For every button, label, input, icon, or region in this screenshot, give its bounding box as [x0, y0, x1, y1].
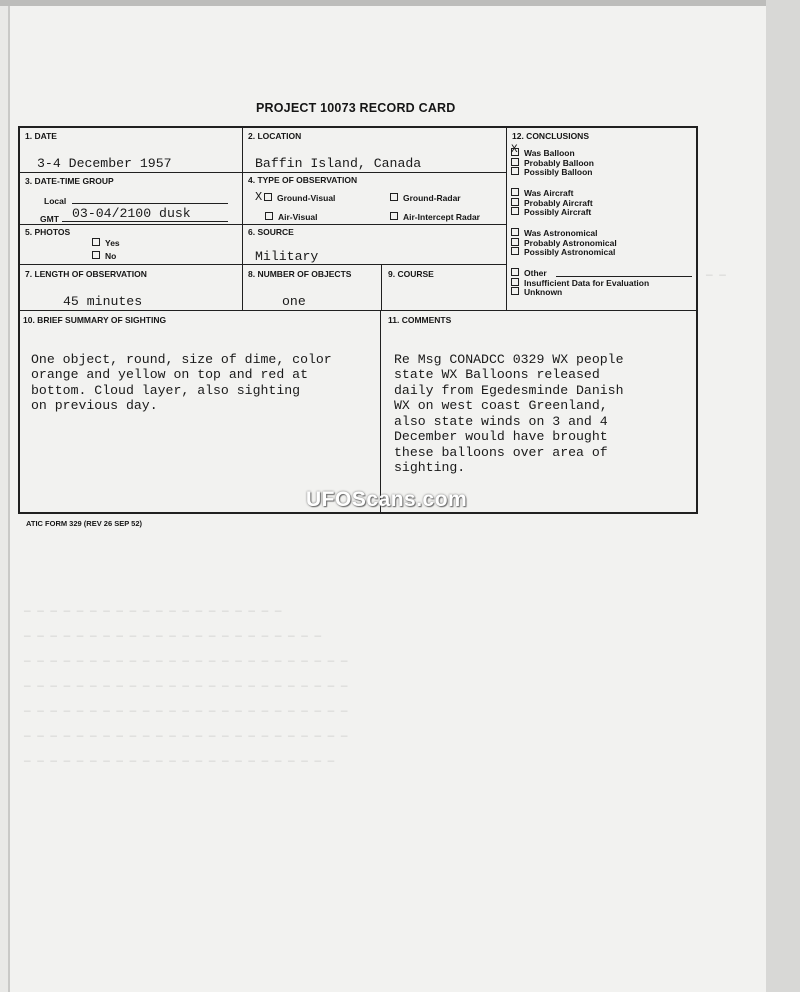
divider	[19, 224, 506, 225]
source-value: Military	[255, 249, 319, 264]
type-of-observation-label: 4. TYPE OF OBSERVATION	[248, 175, 358, 185]
option-air-intercept-radar[interactable]: Air-Intercept Radar	[390, 212, 480, 222]
conclusion-item[interactable]: Unknown	[511, 287, 649, 297]
checkbox-icon	[390, 193, 398, 201]
divider	[19, 310, 697, 311]
checkbox-icon	[511, 167, 519, 175]
form-id: ATIC FORM 329 (REV 26 SEP 52)	[26, 519, 143, 528]
conclusion-item[interactable]: Was Aircraft	[511, 188, 593, 198]
checkbox-icon	[264, 193, 272, 201]
conclusions-group-balloon	[511, 148, 594, 177]
date-value: 3-4 December 1957	[37, 156, 172, 171]
source-label: 6. SOURCE	[248, 227, 294, 237]
checkbox-icon	[511, 287, 519, 295]
conclusion-item[interactable]: Other	[511, 268, 649, 278]
checkbox-icon	[390, 212, 398, 220]
page-title: PROJECT 10073 RECORD CARD	[256, 101, 456, 115]
divider	[19, 172, 506, 173]
conclusions-group-other	[511, 268, 649, 297]
scan-right-edge	[766, 0, 800, 992]
conclusion-item[interactable]: Probably Aircraft	[511, 198, 593, 208]
checkbox-icon	[511, 228, 519, 236]
divider	[242, 127, 243, 310]
conclusion-item[interactable]: Probably Balloon	[511, 158, 594, 168]
option-ground-visual[interactable]: Ground-Visual	[264, 193, 335, 203]
conclusions-group-astronomical	[511, 228, 617, 257]
checkbox-icon	[511, 207, 519, 215]
conclusion-item[interactable]: Was Astronomical	[511, 228, 617, 238]
length-of-observation-value: 45 minutes	[63, 294, 143, 309]
checkbox-icon	[511, 268, 519, 276]
number-of-objects-value: one	[282, 294, 306, 309]
gmt-value: 03-04/2100 dusk	[72, 206, 191, 221]
comments-label: 11. COMMENTS	[388, 315, 452, 325]
conclusions-group-aircraft	[511, 188, 593, 217]
checkbox-icon	[511, 247, 519, 255]
divider	[19, 264, 506, 265]
photos-yes[interactable]: Yes	[92, 238, 120, 248]
course-label: 9. COURSE	[388, 269, 434, 279]
divider	[380, 310, 381, 513]
divider	[506, 127, 507, 310]
location-value: Baffin Island, Canada	[255, 156, 422, 171]
conclusions-label: 12. CONCLUSIONS	[512, 131, 589, 141]
gmt-label: GMT	[40, 214, 59, 224]
length-of-observation-label: 7. LENGTH OF OBSERVATION	[25, 269, 147, 279]
conclusion-item[interactable]: Insufficient Data for Evaluation	[511, 278, 649, 288]
checkbox-icon	[511, 278, 519, 286]
checkbox-icon	[511, 158, 519, 166]
local-label: Local	[44, 196, 67, 206]
brief-summary-label: 10. BRIEF SUMMARY OF SIGHTING	[23, 315, 167, 325]
divider	[381, 264, 382, 310]
option-air-visual[interactable]: Air-Visual	[265, 212, 318, 222]
other-line	[556, 276, 692, 277]
checkbox-icon	[511, 238, 519, 246]
checkbox-icon	[92, 251, 100, 259]
location-label: 2. LOCATION	[248, 131, 302, 141]
date-label: 1. DATE	[25, 131, 57, 141]
ground-visual-mark: X	[255, 190, 263, 204]
conclusion-check-mark: X	[511, 144, 518, 156]
conclusion-item[interactable]: Was Balloon	[511, 148, 594, 158]
number-of-objects-label: 8. NUMBER OF OBJECTS	[248, 269, 352, 279]
checkbox-icon	[511, 198, 519, 206]
brief-summary-text: One object, round, size of dime, color orange and yellow on top and red at bottom. Cloud layer, also sighting on previous day.	[31, 351, 332, 413]
conclusion-item[interactable]: Possibly Aircraft	[511, 207, 593, 217]
comments-text: Re Msg CONADCC 0329 WX people state WX Balloons released daily from Egedesminde Danish WX on west coast Greenland, also state winds on 3 and 4 December would have brought these balloons over area of sighting.	[394, 351, 624, 475]
watermark: UFOScans.com	[306, 488, 468, 511]
local-line	[72, 203, 228, 204]
date-time-group-label: 3. DATE-TIME GROUP	[25, 176, 114, 186]
checkbox-icon	[92, 238, 100, 246]
option-ground-radar[interactable]: Ground-Radar	[390, 193, 461, 203]
gmt-line	[62, 221, 228, 222]
checkbox-icon	[511, 148, 519, 156]
conclusion-item[interactable]: Possibly Balloon	[511, 167, 594, 177]
conclusion-item[interactable]: Probably Astronomical	[511, 238, 617, 248]
checkbox-icon	[511, 188, 519, 196]
photos-label: 5. PHOTOS	[25, 227, 71, 237]
checkbox-icon	[265, 212, 273, 220]
conclusion-item[interactable]: Possibly Astronomical	[511, 247, 617, 257]
photos-no[interactable]: No	[92, 251, 116, 261]
